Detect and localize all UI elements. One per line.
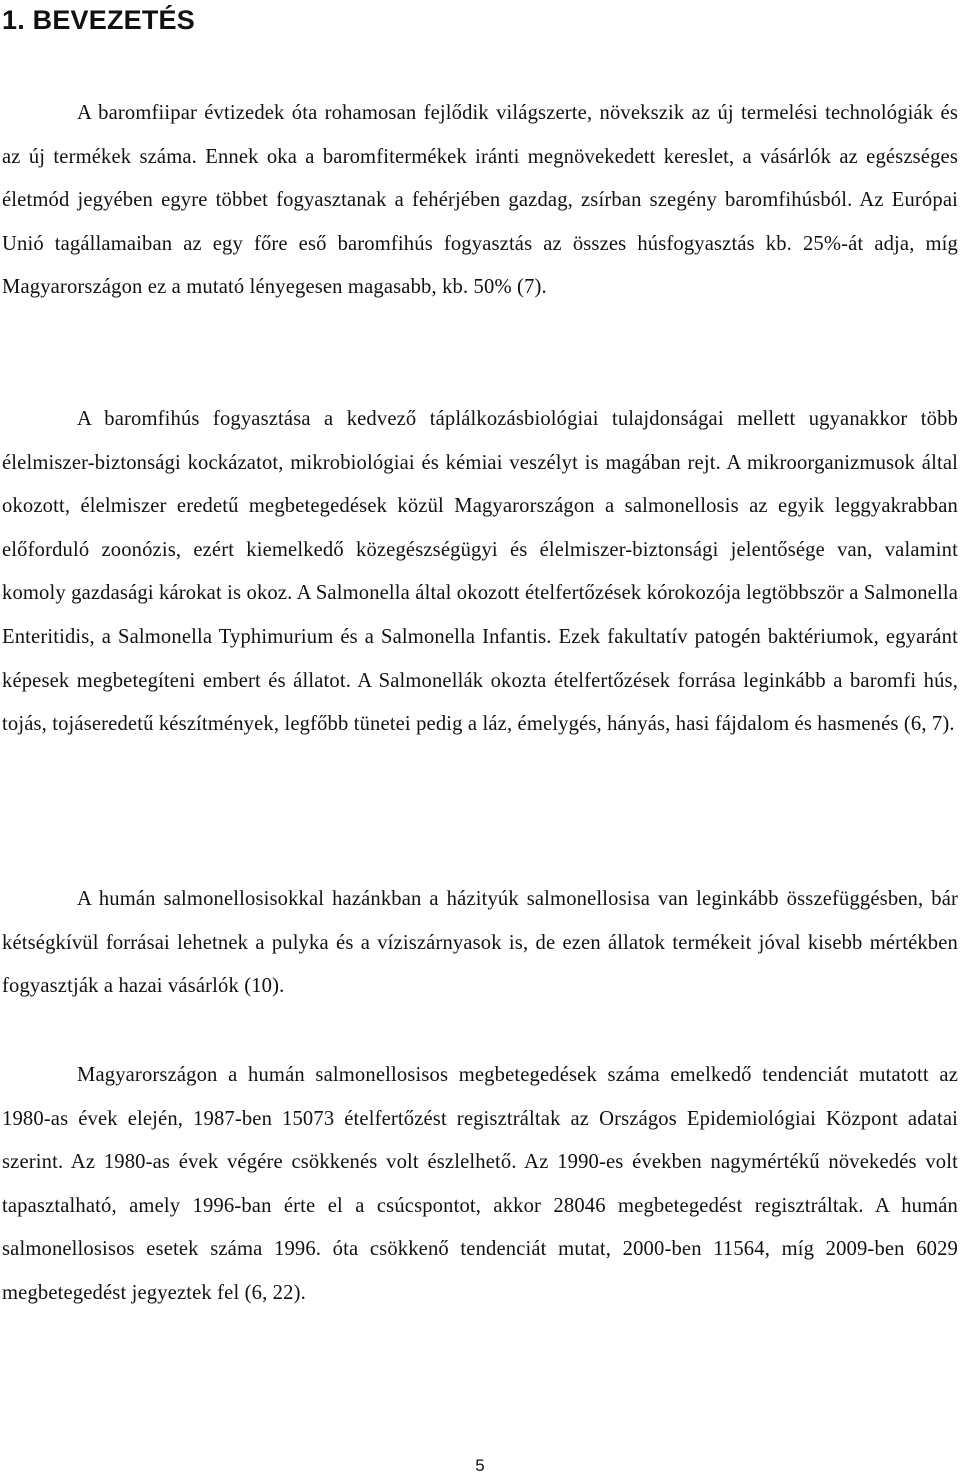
paragraph-poultry-industry: A baromfiipar évtizedek óta rohamosan fejlődik világszerte, növekszik az új termelési technológiák és az új termékek száma. Ennek oka a baromfitermékek iránti megnövekedett kereslet, a vásárlók az egészséges életmód jegyében egyre többet fogyasztanak a fehérjében gazdag, zsírban szegény baromfihúsból. Az Európai Unió tagállamaiban az egy főre eső baromfihús fogyasztás az összes húsfogyasztás kb. 25%-át adja, míg Magyarországon ez a mutató lényegesen magasabb, kb. 50% (7). [2, 102, 958, 299]
paragraph-food-safety-risks: A baromfihús fogyasztása a kedvező táplálkozásbiológiai tulajdonságai mellett ugyanakkor több élelmiszer-biztonsági kockázatot, mikrobiológiai és kémiai veszélyt is magában rejt. A mikroorganizmusok által okozott, élelmiszer eredetű megbetegedések közül Magyarországon a salmonellosis az egyik leggyakrabban előforduló zoonózis, ezért kiemelkedő közegészségügyi és élelmiszer-biztonsági jelentősége van, valamint komoly gazdasági károkat is okoz. A Salmonella által okozott ételfertőzések kórokozója legtöbbször a Salmonella Enteritidis, a Salmonella Typhimurium és a Salmonella Infantis. Ezek fakultatív patogén baktériumok, egyaránt képesek megbetegíteni embert és állatot. A Salmonellák okozta ételfertőzések forrása leginkább a baromfi hús, tojás, tojáseredetű készítmények, legfőbb tünetei pedig a láz, émelygés, hányás, hasi fájdalom és hasmenés (6, 7). [2, 408, 958, 736]
section-heading: 1. BEVEZETÉS [2, 5, 195, 35]
page-number: 5 [475, 1456, 485, 1475]
paragraph-hungarian-case-trends: Magyarországon a humán salmonellosisos megbetegedések száma emelkedő tendenciát mutatott az 1980-as évek elején, 1987-ben 15073 ételfertőzést regisztráltak az Országos Epidemiológiai Központ adatai szerint. Az 1980-as évek végére csökkenés volt észlelhető. Az 1990-es években nagymértékű növekedés volt tapasztalható, amely 1996-ban érte el a csúcspontot, akkor 28046 megbetegedést regisztráltak. A humán salmonellosisos esetek száma 1996. óta csökkenő tendenciát mutat, 2000-ben 11564, míg 2009-ben 6029 megbetegedést jegyeztek fel (6, 22). [2, 1064, 958, 1304]
paragraph-human-salmonellosis-sources: A humán salmonellosisokkal hazánkban a házityúk salmonellosisa van leginkább összefüggésben, bár kétségkívül forrásai lehetnek a pulyka és a víziszárnyasok is, de ezen állatok termékeit jóval kisebb mértékben fogyasztják a hazai vásárlók (10). [2, 888, 958, 998]
